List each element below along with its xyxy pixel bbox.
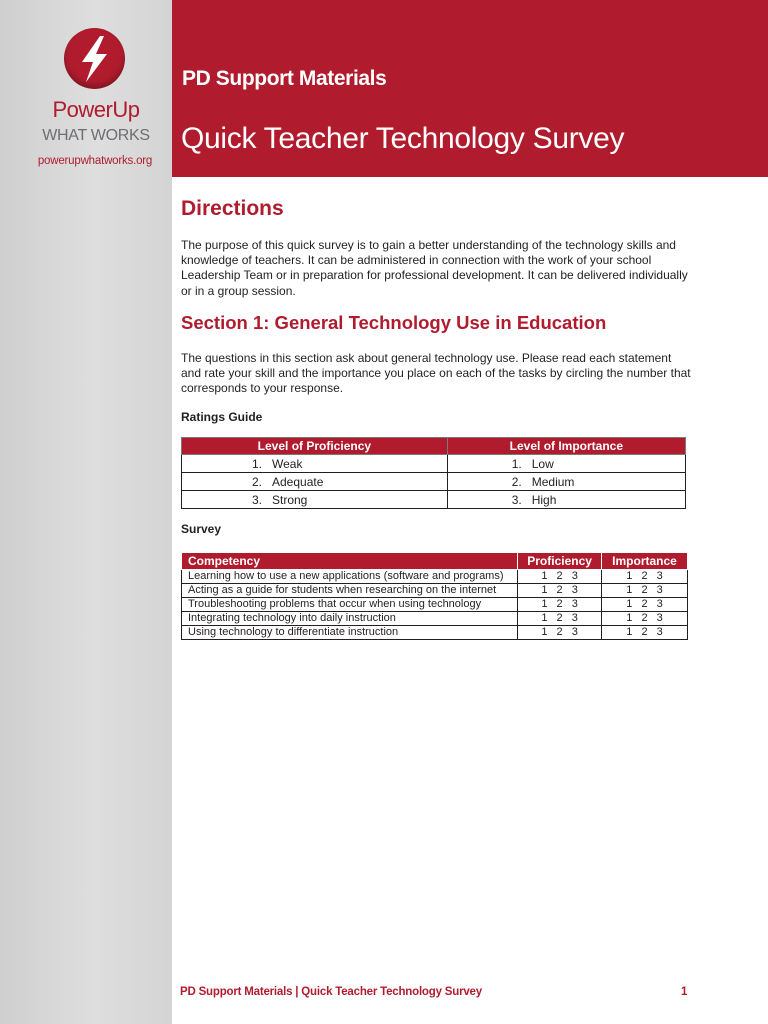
logo-wordmark: PowerUp (52, 97, 140, 122)
header-subtitle: PD Support Materials (182, 67, 387, 90)
section1-heading: Section 1: General Technology Use in Education (181, 312, 607, 333)
level-text: Adequate (272, 474, 324, 489)
ratings-header-row (182, 438, 686, 455)
website-link[interactable]: powerupwhatworks.org (37, 155, 153, 167)
competency-cell: Acting as a guide for students when researching on the internet (182, 584, 518, 598)
proficiency-level (182, 455, 448, 473)
survey-header-row (182, 553, 688, 570)
lightning-bolt-icon (64, 28, 125, 89)
table-row (182, 612, 688, 626)
level-number: 1. (251, 456, 262, 471)
proficiency-header: Proficiency (518, 553, 602, 570)
section1-text: The questions in this section ask about general technology use. Please read each statement and rate your skill and the importance you place on each of the tasks by circling the number that corresponds to your response. (181, 351, 691, 396)
proficiency-rating[interactable]: 1 2 3 (518, 612, 602, 626)
importance-level (447, 491, 685, 509)
importance-rating[interactable]: 1 2 3 (602, 570, 688, 584)
level-text: Weak (272, 456, 303, 471)
importance-level (447, 455, 685, 473)
proficiency-rating[interactable]: 1 2 3 (518, 570, 602, 584)
survey-table (181, 552, 688, 640)
level-number: 3. (251, 492, 262, 507)
importance-rating[interactable]: 1 2 3 (602, 598, 688, 612)
table-row (182, 584, 688, 598)
proficiency-level (182, 491, 448, 509)
proficiency-rating[interactable]: 1 2 3 (518, 598, 602, 612)
directions-text: The purpose of this quick survey is to gain a better understanding of the technology skills and knowledge of teachers. It can be administered in connection with the work of your school Leadership Team or in preparation for professional development. It can be delivered individually or in a group session. (181, 238, 688, 298)
proficiency-header: Level of Proficiency (182, 438, 448, 455)
table-row (182, 491, 686, 509)
table-row (182, 598, 688, 612)
footer-text: PD Support Materials | Quick Teacher Technology Survey (180, 986, 482, 998)
level-number: 3. (511, 492, 522, 507)
level-number: 2. (511, 474, 522, 489)
page-title: Quick Teacher Technology Survey (181, 122, 625, 155)
competency-cell: Using technology to differentiate instruction (182, 626, 518, 640)
competency-header: Competency (182, 553, 518, 570)
level-text: Strong (272, 492, 308, 507)
importance-rating[interactable]: 1 2 3 (602, 626, 688, 640)
survey-label: Survey (181, 522, 222, 536)
importance-level (447, 473, 685, 491)
importance-header: Level of Importance (447, 438, 685, 455)
table-row (182, 626, 688, 640)
header-banner (172, 0, 768, 177)
proficiency-rating[interactable]: 1 2 3 (518, 584, 602, 598)
level-number: 2. (251, 474, 262, 489)
table-row (182, 570, 688, 584)
competency-cell: Learning how to use a new applications (software and programs) (182, 570, 518, 584)
logo-tagline: WHAT WORKS (42, 127, 150, 144)
page-number: 1 (681, 986, 688, 998)
importance-rating[interactable]: 1 2 3 (602, 584, 688, 598)
competency-cell: Troubleshooting problems that occur when using technology (182, 598, 518, 612)
table-row (182, 473, 686, 491)
level-text: Low (531, 456, 554, 471)
level-text: Medium (531, 474, 575, 489)
directions-heading: Directions (181, 197, 284, 220)
proficiency-level (182, 473, 448, 491)
table-row (182, 455, 686, 473)
sidebar (0, 0, 172, 1024)
level-number: 1. (511, 456, 522, 471)
ratings-guide-label: Ratings Guide (181, 410, 263, 424)
importance-rating[interactable]: 1 2 3 (602, 612, 688, 626)
level-text: High (531, 492, 557, 507)
proficiency-rating[interactable]: 1 2 3 (518, 626, 602, 640)
ratings-guide-table (181, 437, 686, 509)
competency-cell: Integrating technology into daily instruction (182, 612, 518, 626)
importance-header: Importance (602, 553, 688, 570)
